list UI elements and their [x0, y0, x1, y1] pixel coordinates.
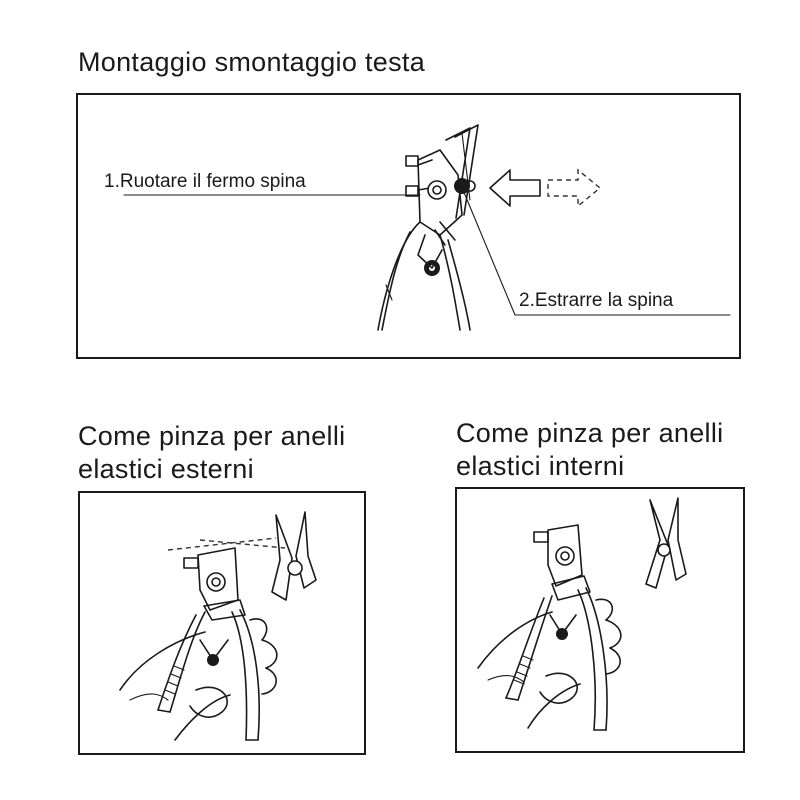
plier-head-closeup [378, 125, 478, 330]
leader-line-step2 [463, 190, 730, 315]
external-plier-illustration [120, 512, 316, 740]
extraction-arrow-solid [490, 170, 540, 206]
extraction-arrow-dashed [548, 170, 600, 206]
section-title-external: Come pinza per anelli elastici esterni [78, 421, 346, 484]
callout-extract-pin: 2.Estrarre la spina [519, 290, 674, 311]
callout-rotate-pin-stop: 1.Ruotare il fermo spina [104, 171, 306, 192]
internal-plier-illustration [478, 498, 686, 730]
section-title-head-removal: Montaggio smontaggio testa [78, 47, 426, 77]
section-title-internal: Come pinza per anelli elastici interni [456, 418, 724, 481]
